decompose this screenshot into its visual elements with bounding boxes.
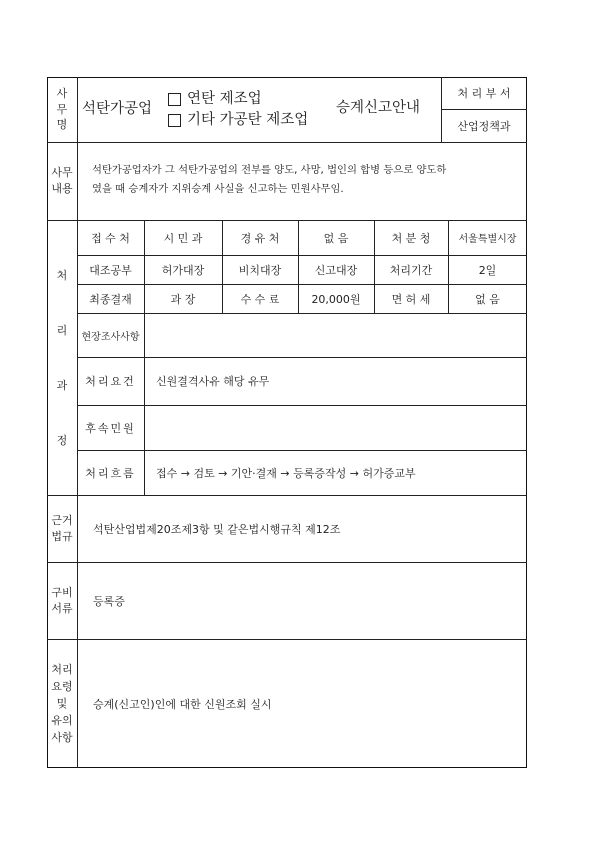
service-prefix: 석탄가공업 xyxy=(82,101,153,117)
kept-ledger-value: 신고대장 xyxy=(314,263,358,277)
fee-value: 20,000원 xyxy=(311,292,361,306)
site-survey-label: 현장조사사항 xyxy=(81,331,140,343)
requirements-value: 신원결격사유 해당 유무 xyxy=(156,375,270,388)
processing-period-label: 처리기간 xyxy=(389,263,433,277)
flow-label: 처리흐름 xyxy=(85,466,136,480)
final-approval-value: 과 장 xyxy=(170,292,196,306)
fee-label: 수 수 료 xyxy=(240,292,280,306)
via-office-label: 경 유 처 xyxy=(240,231,280,245)
receipt-office-label: 접 수 처 xyxy=(91,231,130,245)
legal-basis-value: 석탄산업법제20조제3항 및 같은법시행규칙 제12조 xyxy=(93,522,341,536)
section-label-documents: 구비 서류 xyxy=(51,585,73,615)
section-label-legal: 근거 법규 xyxy=(51,513,73,543)
option-briquette: 연탄 제조업 xyxy=(168,92,262,107)
license-tax-label: 면 허 세 xyxy=(391,292,431,306)
section-label-service-name: 사 무 명 xyxy=(56,86,68,132)
option-other-fuel: 기타 가공탄 제조업 xyxy=(168,113,308,128)
disposition-authority-value: 서울특별시장 xyxy=(458,234,517,245)
overview-line-1: 석탄가공업자가 그 석탄가공업의 전부를 양도, 사망, 법인의 합병 등으로 양도하 xyxy=(92,164,447,176)
receipt-office-value: 시 민 과 xyxy=(163,231,203,245)
ledger-check-value: 허가대장 xyxy=(161,263,205,277)
divider xyxy=(47,142,527,143)
flow-value: 접수 → 검토 → 기안·결재 → 등록증작성 → 허가증교부 xyxy=(156,466,416,480)
overview-line-2: 였을 때 승계자가 지위승계 사실을 신고하는 민원사무임. xyxy=(92,183,344,195)
notes-value: 승계(신고인)인에 대한 신원조회 실시 xyxy=(93,697,272,711)
section-label-notes: 처리 요령 및 유의 사항 xyxy=(51,662,73,745)
dept-value: 산업정책과 xyxy=(457,119,511,133)
section-label-process: 처 리 과 정 xyxy=(56,268,68,447)
checkbox-icon[interactable] xyxy=(168,114,181,127)
followup-label: 후속민원 xyxy=(85,421,136,435)
documents-value: 등록증 xyxy=(93,594,125,608)
ledger-check-label: 대조공부 xyxy=(89,263,132,277)
final-approval-label: 최종결재 xyxy=(89,292,132,306)
followup-value xyxy=(156,405,516,450)
processing-period-value: 2일 xyxy=(478,263,497,277)
checkbox-icon[interactable] xyxy=(168,93,181,106)
service-suffix: 승계신고안내 xyxy=(336,100,421,116)
via-office-value: 없 음 xyxy=(323,231,349,245)
site-survey-value xyxy=(156,313,516,357)
disposition-authority-label: 처 분 청 xyxy=(391,231,431,245)
license-tax-value: 없 음 xyxy=(475,292,500,306)
kept-ledger-label: 비치대장 xyxy=(238,263,282,277)
section-label-overview: 사무 내용 xyxy=(51,166,73,195)
requirements-label: 처리요건 xyxy=(85,375,136,388)
dept-label: 처 리 부 서 xyxy=(457,87,511,100)
